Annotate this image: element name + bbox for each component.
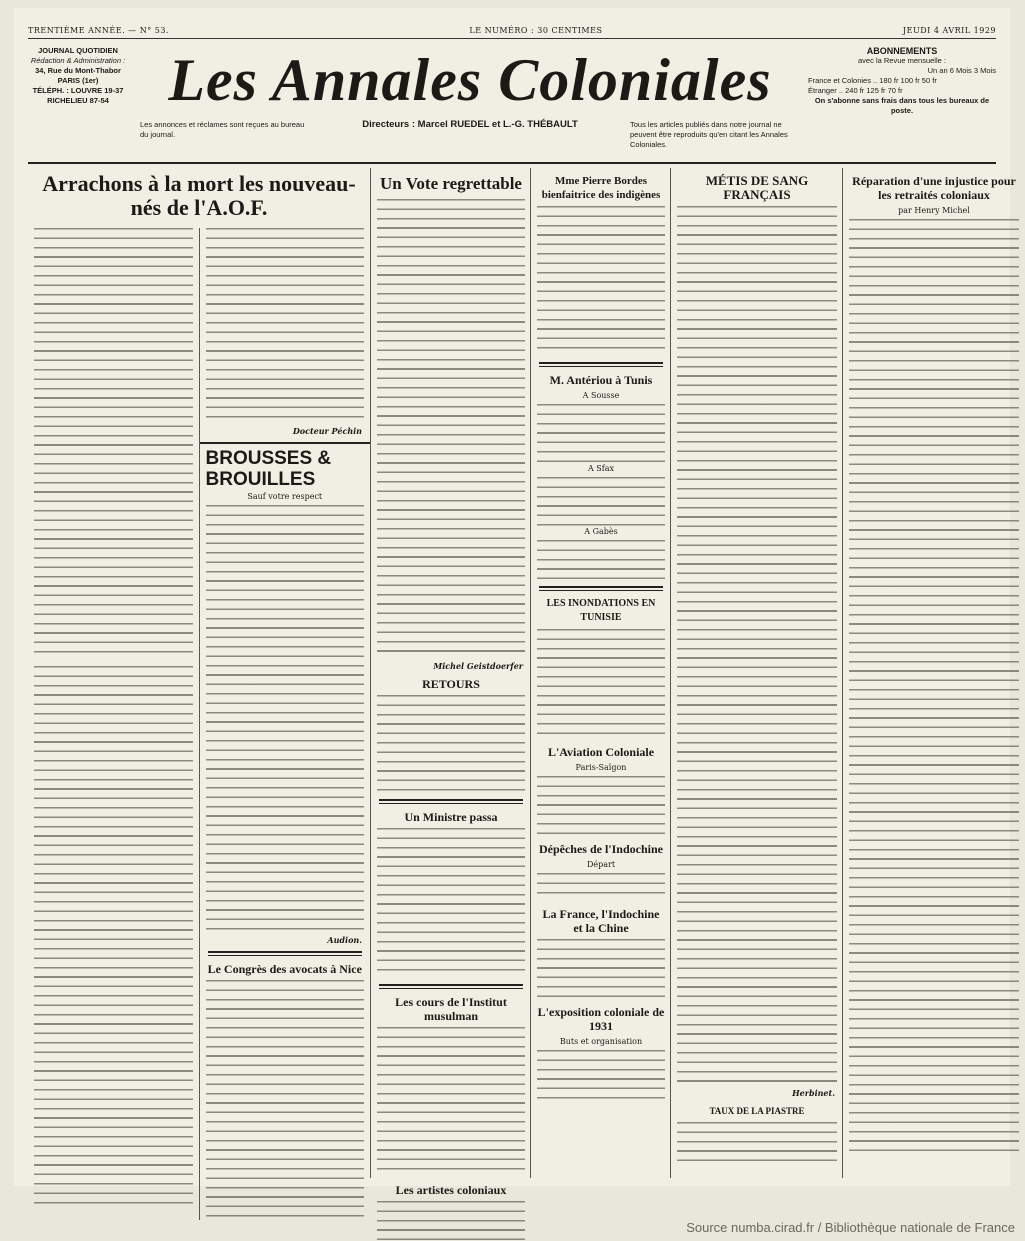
article-text	[537, 629, 665, 739]
column-3	[530, 168, 671, 1178]
article-text	[206, 505, 365, 933]
brousses-title: BROUSSES & BROUILLES	[205, 448, 332, 490]
gabes-sub: A Gabès	[584, 527, 618, 536]
inondations-title: LES INONDATIONS EN TUNISIE	[546, 598, 656, 623]
ads-note: Les annonces et réclames sont reçues au bureau du journal.	[140, 120, 305, 139]
signature: Audion.	[327, 935, 362, 945]
sousse-sub: A Sousse	[582, 391, 620, 400]
article-text	[677, 1122, 837, 1162]
artistes-title: Les artistes coloniaux	[395, 1183, 507, 1197]
article-text	[34, 666, 193, 1206]
column-2	[370, 168, 531, 1197]
congres-title: Le Congrès des avocats à Nice	[207, 962, 362, 976]
masthead-subline	[140, 120, 800, 150]
rule	[208, 951, 363, 956]
article-text	[34, 228, 193, 658]
issue-number: TRENTIÈME ANNÉE. — N° 53.	[28, 25, 169, 35]
masthead-line: 34, Rue du Mont-Thabor	[35, 66, 121, 75]
expo-sub: Buts et organisation	[559, 1037, 643, 1046]
article-text	[377, 828, 525, 978]
article-text	[377, 199, 525, 659]
rule	[379, 984, 523, 989]
taux-title: TAUX DE LA PIASTRE	[709, 1106, 805, 1116]
masthead-address	[28, 46, 128, 106]
rule	[539, 586, 663, 591]
institut-title: Les cours de l'Institut musulman	[395, 995, 507, 1023]
newspaper-title: Les Annales Coloniales	[168, 47, 772, 113]
masthead-line: RICHELIEU 87-54	[47, 96, 109, 105]
sfax-sub: A Sfax	[587, 464, 615, 473]
directors: Directeurs : Marcel RUEDEL et L.-G. THÉBAULT	[362, 119, 578, 130]
headline-aof: Arrachons à la mort les nouveau-nés de l'A.O.F.	[42, 171, 356, 220]
signature: Herbinet.	[792, 1088, 835, 1098]
article-text	[537, 776, 665, 836]
subscriptions-cols: Un an 6 Mois 3 Mois	[927, 66, 996, 75]
article-text	[849, 219, 1019, 1159]
masthead	[28, 40, 996, 164]
article-text	[537, 1050, 665, 1100]
subscriptions-row: France et Colonies .. 180 fr 100 fr 50 fr	[808, 76, 937, 85]
masthead-line: JOURNAL QUOTIDIEN	[38, 46, 118, 55]
article-text	[537, 404, 665, 464]
masthead-line: TÉLÉPH. : LOUVRE 19-37	[32, 86, 124, 95]
reproduction-note: Tous les articles publiés dans notre journal ne peuvent être reproduits qu'en citant les Annales Coloniales.	[629, 120, 788, 149]
aviation-sub: Paris-Saïgon	[575, 763, 627, 772]
ministre-title: Un Ministre passa	[404, 810, 498, 824]
article-text	[537, 477, 665, 527]
article-text	[537, 206, 665, 356]
source-credit: Source numba.cirad.fr / Bibliothèque nationale de France	[686, 1220, 1015, 1235]
chine-title: La France, l'Indochine et la Chine	[542, 907, 660, 935]
signature: Michel Geistdoerfer	[433, 661, 523, 671]
anterou-title: M. Antériou à Tunis	[549, 373, 653, 387]
article-text	[537, 939, 665, 999]
subscriptions	[808, 46, 996, 116]
article-text	[377, 695, 525, 793]
depeches-title: Dépêches de l'Indochine	[538, 842, 663, 856]
brousses-subtitle: Sauf votre respect	[247, 492, 323, 501]
article-text	[677, 206, 837, 1086]
article-text	[537, 540, 665, 580]
subscriptions-row: Étranger .. 240 fr 125 fr 70 fr	[808, 86, 903, 95]
subscriptions-note: On s'abonne sans frais dans tous les bureaux de poste.	[814, 96, 990, 115]
headline-bordes: Mme Pierre Bordes bienfaitrice des indigènes	[541, 175, 661, 201]
subscriptions-sub: avec la Revue mensuelle :	[858, 56, 946, 65]
article-text	[206, 980, 365, 1220]
article-text	[377, 1027, 525, 1177]
subscriptions-title: ABONNEMENTS	[866, 46, 938, 56]
brousses-section	[200, 442, 371, 945]
headline-vote: Un Vote regrettable	[380, 174, 522, 193]
expo-title: L'exposition coloniale de 1931	[537, 1005, 665, 1033]
headline-metis: MÉTIS DE SANG FRANÇAIS	[705, 173, 809, 202]
column-4	[670, 168, 843, 1178]
price: LE NUMÉRO : 30 CENTIMES	[469, 25, 603, 35]
retours-title: RETOURS	[422, 677, 480, 691]
signature: Docteur Péchin	[292, 426, 362, 436]
article-text	[537, 873, 665, 901]
rule	[539, 362, 663, 367]
columns	[28, 168, 1016, 1197]
masthead-line: PARIS (1er)	[57, 76, 99, 85]
depart-sub: Départ	[586, 860, 616, 869]
column-5	[842, 168, 1025, 1178]
byline: par Henry Michel	[898, 206, 970, 215]
masthead-line: Rédaction & Administration :	[30, 56, 126, 65]
column-1	[28, 168, 370, 1178]
headline-retraites: Réparation d'une injustice pour les retraités coloniaux	[852, 174, 1016, 202]
rule	[379, 799, 523, 804]
article-text	[206, 228, 365, 424]
issue-date: JEUDI 4 AVRIL 1929	[902, 25, 996, 35]
aviation-title: L'Aviation Coloniale	[547, 745, 655, 759]
top-line	[28, 22, 996, 39]
newspaper-page	[14, 8, 1016, 1197]
